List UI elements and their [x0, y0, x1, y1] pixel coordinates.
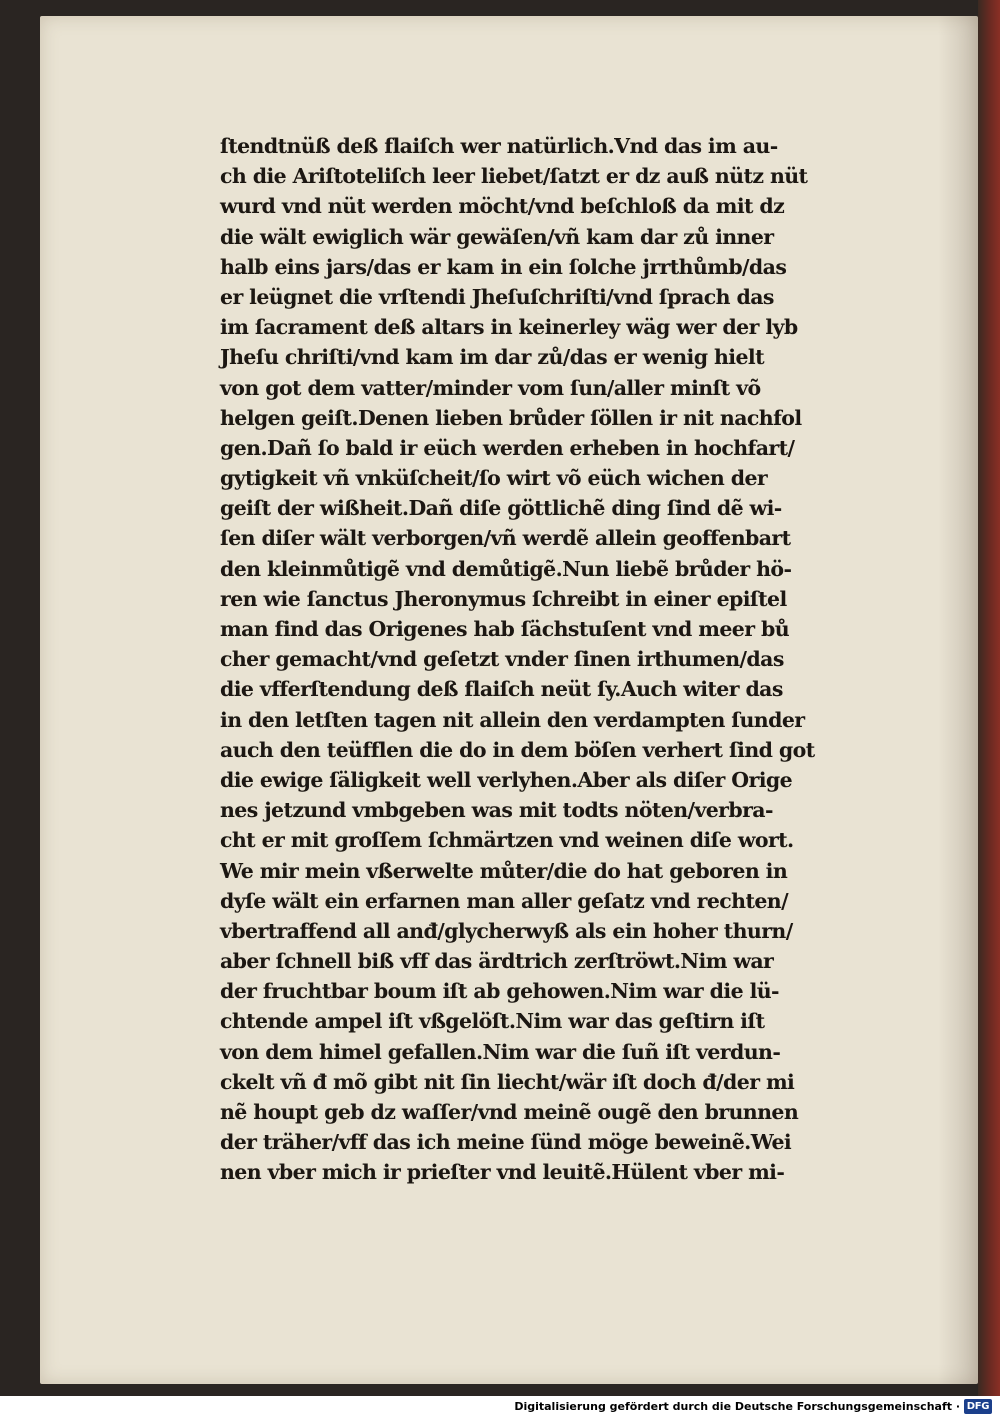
- text-line-23: nes jetzund vmbgeben was mit todts nöten/verbra-: [220, 798, 773, 823]
- text-line-22: die ewige ſäligkeit well verlyhen.Aber als diſer Orige: [220, 767, 793, 792]
- text-line-13: geiſt der wißheit.Dañ diſe göttlichẽ ding ſind dẽ wi-: [220, 496, 782, 521]
- text-line-4: die wält ewiglich wär gewäſen/vñ kam dar zů inner: [220, 224, 774, 249]
- text-line-30: chtende ampel iſt vßgelöſt.Nim war das geſtirn iſt: [220, 1009, 765, 1034]
- text-line-19: die vfferſtendung deß flaiſch neüt ſy.Auch witer das: [220, 677, 783, 702]
- text-line-24: cht er mit groſſem ſchmärtzen vnd weinen diſe wort.: [220, 828, 794, 853]
- text-line-21: auch den teüfflen die do in dem böſen verhert ſind got: [220, 737, 815, 762]
- page-text: [220, 131, 920, 1188]
- text-line-14: ſen diſer wält verborgen/vñ werdẽ allein geoffenbart: [220, 526, 791, 551]
- text-line-25: We mir mein vßerwelte můter/die do hat geboren in: [220, 858, 788, 883]
- text-line-1: ſtendtnüß deß flaiſch wer natürlich.Vnd das im au-: [220, 134, 778, 158]
- text-line-31: von dem himel gefallen.Nim war die ſuñ iſt verdun-: [220, 1039, 781, 1064]
- dfg-logo-icon: DFG: [964, 1399, 992, 1414]
- text-line-33: nẽ houpt geb dz waſſer/vnd meinẽ ougẽ den brunnen: [220, 1100, 799, 1124]
- text-line-6: er leügnet die vrſtendi Jheſuſchriſti/vnd ſprach das: [220, 284, 774, 309]
- text-line-28: aber ſchnell biß vff das ärdtrich zerſtröwt.Nim war: [220, 949, 774, 974]
- text-line-3: wurd vnd nüt werden möcht/vnd beſchloß da mit dz: [220, 194, 785, 219]
- text-line-34: der träher/vff das ich meine ſünd möge beweinẽ.Wei: [220, 1130, 792, 1155]
- book-edge: [978, 0, 1000, 1396]
- text-line-9: von got dem vatter/minder vom ſun/aller minſt võ: [220, 375, 761, 400]
- text-line-12: gytigkeit vñ vnküſcheit/ſo wirt võ eüch wichen der: [220, 466, 768, 491]
- text-line-5: halb eins jars/das er kam in ein ſolche jrrthůmb/das: [220, 254, 787, 279]
- funding-credit: Digitalisierung gefördert durch die Deutsche Forschungsgemeinschaft ·: [514, 1400, 960, 1413]
- text-line-29: der fruchtbar boum iſt ab gehowen.Nim war die lü-: [220, 979, 779, 1004]
- text-line-16: ren wie ſanctus Jheronymus ſchreibt in einer epiſtel: [220, 586, 787, 611]
- text-line-20: in den letſten tagen nit allein den verdampten ſunder: [220, 707, 805, 732]
- text-line-15: den kleinmůtigẽ vnd demůtigẽ.Nun liebẽ brůder hö-: [220, 556, 792, 581]
- text-line-35: nen vber mich ir prieſter vnd leuitẽ.Hülent vber mi-: [220, 1160, 785, 1185]
- text-line-2: ch die Ariſtoteliſch leer liebet/ſatzt er dz auß nütz nüt: [220, 164, 808, 189]
- text-line-7: im ſacrament deß altars in keinerley wäg wer der lyb: [220, 315, 798, 340]
- text-line-11: gen.Dañ ſo bald ir eüch werden erheben in hochfart/: [220, 435, 795, 460]
- text-line-26: dyſe wält ein erfarnen man aller geſatz vnd rechten/: [220, 888, 788, 913]
- text-line-27: vbertraffend all anđ/glycherwyß als ein hoher thurn/: [220, 918, 793, 943]
- text-line-32: ckelt vñ đ mõ gibt nit ſin liecht/wär iſt doch đ/der mi: [220, 1069, 795, 1094]
- text-line-18: cher gemacht/vnd geſetzt vnder ſinen irthumen/das: [220, 647, 784, 672]
- text-line-10: helgen geiſt.Denen lieben brůder ſöllen ir nit nachfol: [220, 405, 802, 430]
- text-line-8: Jheſu chriſti/vnd kam im dar zů/das er wenig hielt: [220, 345, 764, 370]
- footer-bar: [0, 1396, 1000, 1418]
- text-line-17: man find das Origenes hab ſächstuſent vnd meer bů: [220, 617, 790, 641]
